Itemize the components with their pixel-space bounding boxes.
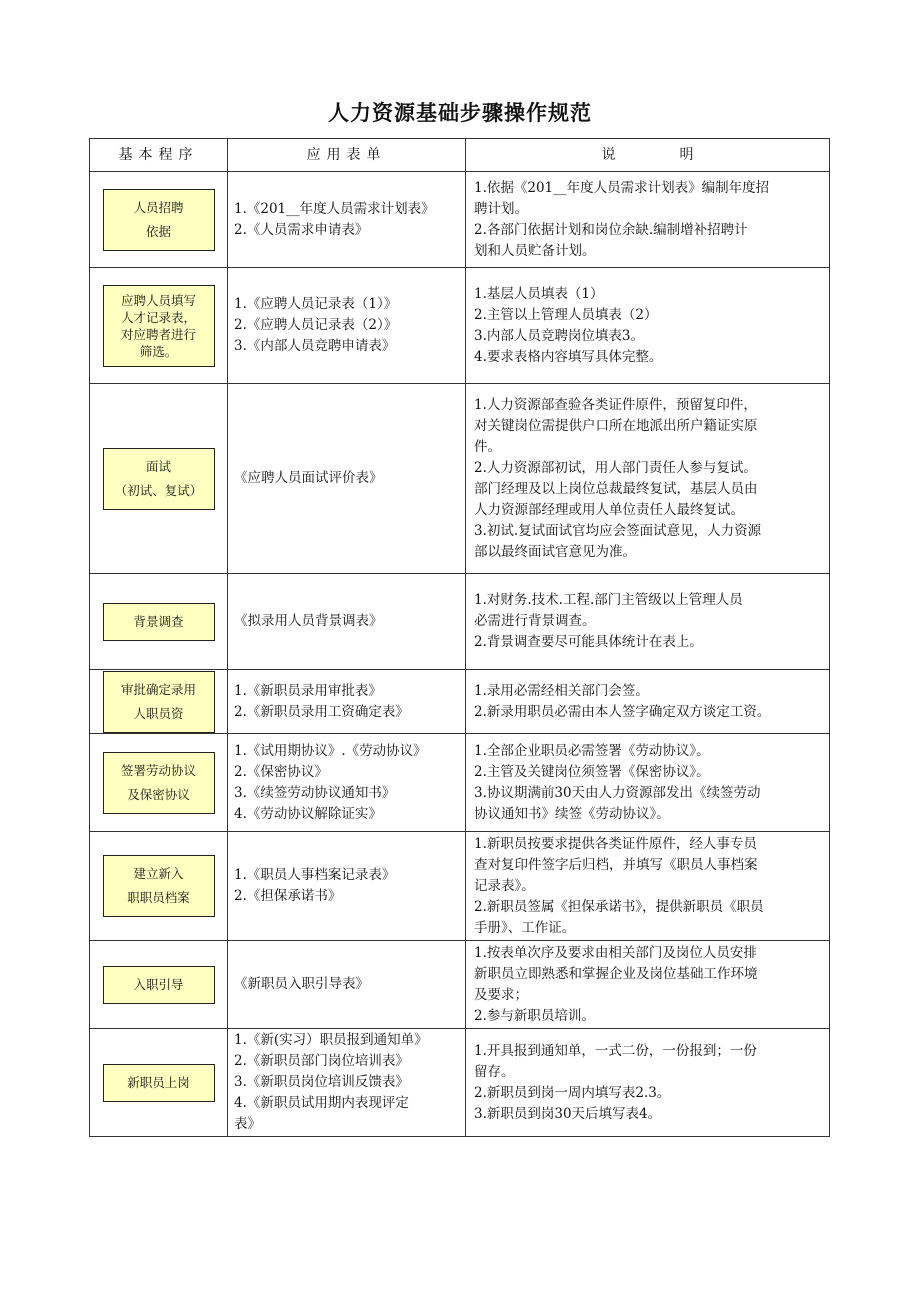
step-label: 人才记录表， [120,309,196,325]
form-item: 《新职员入职引导表》 [234,976,369,992]
step-box [103,603,215,641]
step-label: 及保密协议 [127,786,190,802]
description-line: 必需进行背景调查。 [474,613,596,629]
form-item: 1.《职员人事档案记录表》 [234,867,396,883]
header-application-forms: 应用表单 [228,139,466,172]
description-line: 3.内部人员竞聘岗位填表3。 [474,327,644,344]
step-cell [90,734,228,832]
step-label: （初试、复试） [114,482,203,498]
form-item: 2.《保密协议》 [234,763,328,780]
description-line: 1.人力资源部查验各类证件原件，预留复印件， [474,396,757,413]
step-label: 人职员资 [133,705,184,721]
step-box [103,448,215,510]
forms-cell [228,670,466,734]
step-cell [90,574,228,670]
step-label: 筛选。 [139,343,178,359]
description-line: 2.主管及关键岗位须签署《保密协议》。 [474,763,710,780]
table-row [90,268,830,384]
step-label: 新职员上岗 [127,1074,190,1090]
step-label: 背景调查 [133,613,184,629]
step-label: 依据 [145,223,171,239]
form-item: 2.《担保承诺书》 [234,888,342,904]
form-item: 1.《新职员录用审批表》 [234,682,382,699]
step-label: 人员招聘 [133,199,184,215]
description-line: 1.录用必需经相关部门会签。 [474,682,649,699]
description-line: 部门经理及以上岗位总裁最终复试，基层人员由 [474,480,758,497]
form-item: 表》 [234,1116,261,1132]
step-cell [90,268,228,384]
description-line: 2.各部门依据计划和岗位余缺.编制增补招聘计 [474,221,748,238]
description-line: 部以最终面试官意见为准。 [474,543,636,560]
step-label: 审批确定录用 [120,681,196,697]
table-row [90,1029,830,1137]
form-item: 2.《新职员录用工资确定表》 [234,703,409,720]
description-line: 查对复印件签字后归档，并填写《职员人事档案 [474,856,758,873]
description-line: 1.对财务.技术.工程.部门主管级以上管理人员 [474,592,743,608]
description-cell [466,172,830,268]
description-cell [466,574,830,670]
description-line: 划和人员贮备计划。 [474,242,596,259]
table-row [90,172,830,268]
step-box [103,285,215,367]
description-line: 2.新职员到岗一周内填写表2.3。 [474,1084,671,1101]
form-item: 3.《续签劳动协议通知书》 [234,784,396,801]
forms-cell [228,172,466,268]
description-line: 记录表》。 [474,877,535,894]
step-label: 对应聘者进行 [120,326,196,342]
form-item: 2.《应聘人员记录表（2）》 [234,317,398,333]
form-item: 1.《201__年度人员需求计划表》 [234,200,435,217]
step-label: 入职引导 [133,976,184,992]
description-line: 1.开具报到通知单，一式二份，一份报到；一份 [474,1042,757,1059]
step-cell [90,832,228,941]
table-row [90,734,830,832]
forms-cell [228,734,466,832]
table-row [90,384,830,574]
forms-cell [228,941,466,1029]
step-cell [90,172,228,268]
step-box [103,189,215,251]
description-line: 2.新录用职员必需由本人签字确定双方谈定工资。 [474,703,771,720]
description-cell [466,832,830,941]
description-line: 1.依据《201__年度人员需求计划表》编制年度招 [474,179,770,196]
form-item: 2.《新职员部门岗位培训表》 [234,1053,409,1069]
form-item: 4.《新职员试用期内表现评定 [234,1095,409,1111]
description-cell [466,268,830,384]
description-line: 1.基层人员填表（1） [474,285,604,302]
header-basic-procedure: 基本程序 [90,139,228,172]
forms-cell [228,832,466,941]
description-line: 2.主管以上管理人员填表（2） [474,306,658,323]
step-box [103,671,215,733]
description-line: 对关键岗位需提供户口所在地派出所户籍证实原 [474,417,758,434]
step-label: 职职员档案 [127,890,190,905]
page-title: 人力资源基础步骤操作规范 [328,101,592,125]
form-item: 3.《内部人员竞聘申请表》 [234,338,396,354]
step-box [103,966,215,1004]
form-item: 《拟录用人员背景调表》 [234,613,383,629]
description-line: 2.参与新职员培训。 [474,1007,595,1024]
description-cell [466,734,830,832]
forms-cell [228,574,466,670]
procedure-table [89,138,830,1137]
form-item: 1.《试用期协议》.《劳动协议》 [234,742,427,759]
step-cell [90,941,228,1029]
table-header-row [90,139,830,172]
step-label: 签署劳动协议 [120,762,196,778]
form-item: 4.《劳动协议解除证实》 [234,805,382,822]
forms-cell [228,1029,466,1137]
description-cell [466,941,830,1029]
description-cell [466,670,830,734]
description-cell [466,384,830,574]
step-cell [90,1029,228,1137]
description-line: 2.背景调查要尽可能具体统计在表上。 [474,634,703,650]
description-line: 聘计划。 [474,200,528,217]
description-line: 及要求； [474,986,528,1003]
step-label: 建立新入 [133,866,184,881]
table-row [90,670,830,734]
description-line: 3.初试.复试面试官均应会签面试意见，人力资源 [474,522,762,539]
description-line: 人力资源部经理或用人单位责任人最终复试。 [474,501,744,518]
description-cell [466,1029,830,1137]
step-cell [90,384,228,574]
step-cell [90,670,228,734]
table-row [90,832,830,941]
description-line: 协议通知书》续签《劳动协议》。 [474,805,670,822]
forms-cell [228,384,466,574]
description-line: 2.新职员签属《担保承诺书》，提供新职员《职员 [474,898,764,915]
form-item: 1.《应聘人员记录表（1）》 [234,296,398,312]
form-item: 1.《新(实习）职员报到通知单》 [234,1032,428,1048]
table-row [90,574,830,670]
form-item: 《应聘人员面试评价表》 [234,470,383,486]
description-line: 1.按表单次序及要求由相关部门及岗位人员安排 [474,944,757,961]
description-line: 1.全部企业职员必需签署《劳动协议》。 [474,742,710,759]
description-line: 手册》、工作证。 [474,919,576,936]
description-line: 4.要求表格内容填写具体完整。 [474,348,663,365]
step-label: 面试 [145,458,171,474]
step-box [103,855,215,917]
table-row [90,941,830,1029]
description-line: 3.新职员到岗30天后填写表4。 [474,1105,662,1122]
description-line: 2.人力资源部初试，用人部门责任人参与复试。 [474,459,757,476]
description-line: 留存。 [474,1063,515,1080]
description-line: 新职员立即熟悉和掌握企业及岗位基础工作环境 [474,965,758,982]
header-description: 说 明 [466,139,830,172]
step-box [103,752,215,814]
description-line: 件。 [474,438,501,455]
form-item: 2.《人员需求申请表》 [234,221,369,238]
description-line: 1.新职员按要求提供各类证件原件，经人事专员 [474,835,757,852]
step-box [103,1064,215,1102]
form-item: 3.《新职员岗位培训反馈表》 [234,1074,409,1090]
forms-cell [228,268,466,384]
step-label: 应聘人员填写 [120,292,196,308]
description-line: 3.协议期满前30天由人力资源部发出《续签劳动 [474,784,761,801]
